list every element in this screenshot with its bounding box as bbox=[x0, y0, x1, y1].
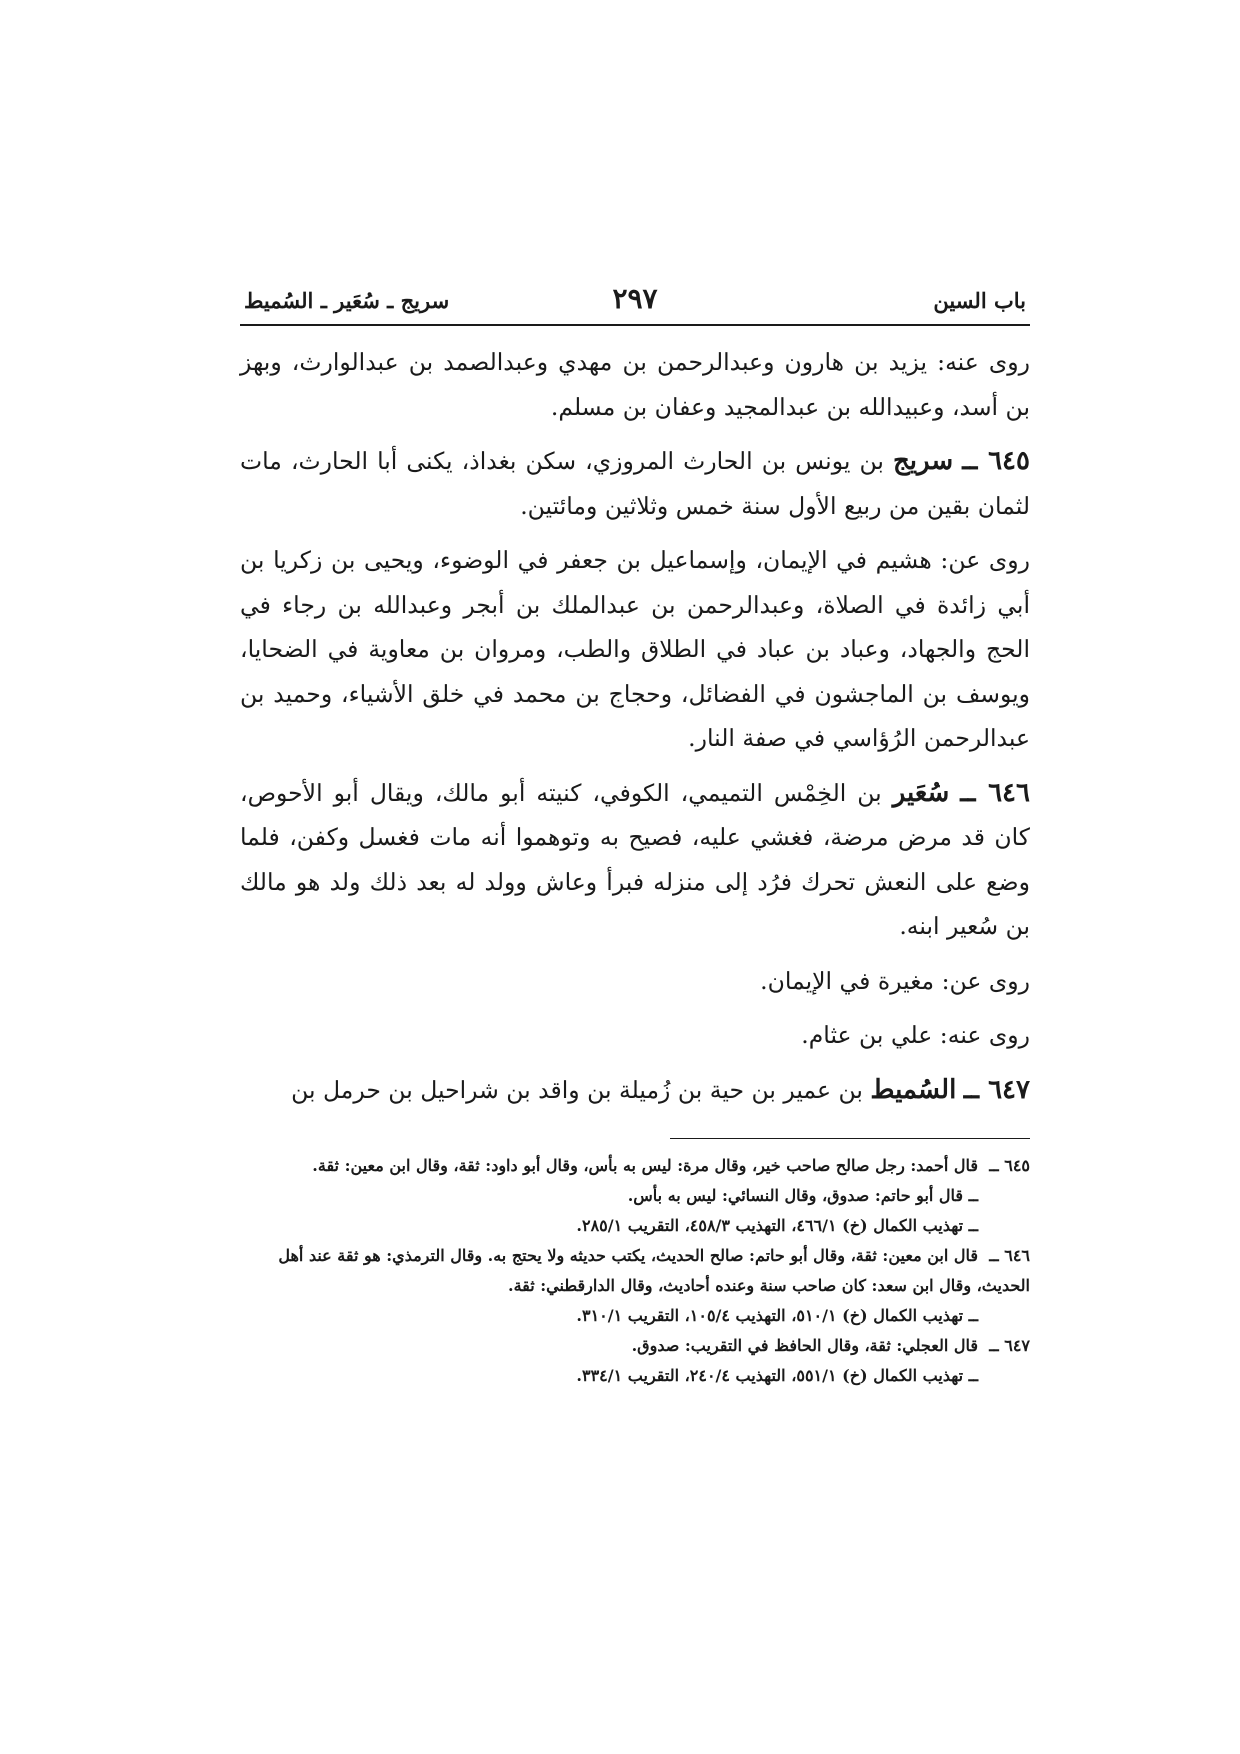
footnote-line: ــ تهذيب الكمال (خ) ٤٦٦/١، التهذيب ٤٥٨/٣، التقريب ٢٨٥/١. bbox=[576, 1216, 978, 1235]
header-rule bbox=[240, 324, 1030, 326]
footnote-line: ــ تهذيب الكمال (خ) ٥١٠/١، التهذيب ١٠٥/٤، التقريب ٣١٠/١. bbox=[576, 1306, 978, 1325]
main-text bbox=[240, 340, 1030, 1112]
running-header bbox=[240, 280, 1030, 324]
entry-647 bbox=[240, 1068, 1030, 1113]
footnote-line: ــ قال أبو حاتم: صدوق، وقال النسائي: ليس به بأس. bbox=[627, 1186, 978, 1205]
chapter-title: باب السين bbox=[933, 288, 1026, 313]
entry-text: بن عمير بن حية بن زُميلة بن واقد بن شراحيل بن حرمل بن bbox=[291, 1075, 871, 1104]
footnote-number: ٦٤٥ ــ bbox=[989, 1156, 1030, 1175]
book-page bbox=[240, 280, 1030, 1391]
entry-646 bbox=[240, 771, 1030, 949]
footnote-rule bbox=[670, 1138, 1030, 1139]
footnote-text: قال العجلي: ثقة، وقال الحافظ في التقريب: صدوق. bbox=[631, 1336, 978, 1355]
paragraph-narrated-from: روى عن: مغيرة في الإيمان. bbox=[760, 966, 1030, 995]
paragraph-narrators-from: روى عنه: يزيد بن هارون وعبدالرحمن بن مهدي وعبدالصمد بن عبدالوارث، وبهز بن أسد، وعبيدالله بن عبدالمجيد وعفان بن مسلم. bbox=[240, 348, 1030, 421]
footnote-number: ٦٤٧ ــ bbox=[989, 1336, 1030, 1355]
footnotes bbox=[240, 1151, 1030, 1391]
footnote-number: ٦٤٦ ــ bbox=[989, 1246, 1030, 1265]
entry-text: بن يونس بن الحارث المروزي، سكن بغداذ، يكنى أبا الحارث، مات لثمان بقين من ربيع الأول سنة خمس وثلاثين ومائتين. bbox=[240, 447, 1030, 520]
entry-name: سريج bbox=[892, 446, 954, 476]
footnote-647 bbox=[240, 1331, 1030, 1361]
entry-645 bbox=[240, 439, 1030, 528]
header-entries: سريج ـ سُعَير ـ السُميط bbox=[244, 288, 450, 313]
footnote-text: قال ابن معين: ثقة، وقال أبو حاتم: صالح الحديث، يكتب حديثه ولا يحتج به. وقال الترمذي: هو ثقة عند أهل الحديث، وقال ابن سعد: كان صاحب سنة وعنده أحاديث، وقال الدارقطني: ثقة. bbox=[278, 1246, 1030, 1295]
page-number: ٢٩٧ bbox=[612, 282, 658, 315]
entry-text: بن الخِمْس التميمي، الكوفي، كنيته أبو مالك، ويقال أبو الأحوص، كان قد مرض مرضة، فغشي عليه، فصيح به وتوهموا أنه مات فغسل وكفن، فلما وضع على النعش تحرك فرُد إلى منزله فبرأ وعاش وولد له بعد ذلك ولد هو مالك بن سُعير ابنه. bbox=[240, 778, 1030, 940]
footnote-text: قال أحمد: رجل صالح صاحب خير، وقال مرة: ليس به بأس، وقال أبو داود: ثقة، وقال ابن معين: ثقة. bbox=[312, 1156, 978, 1175]
entry-number: ٦٤٦ ــ bbox=[960, 777, 1030, 808]
entry-name: سُعَير bbox=[892, 777, 950, 808]
entry-number: ٦٤٧ ــ bbox=[963, 1074, 1030, 1105]
footnote-645 bbox=[240, 1151, 1030, 1181]
entry-number: ٦٤٥ ــ bbox=[962, 446, 1030, 476]
paragraph-narrators-from: روى عنه: علي بن عثام. bbox=[801, 1021, 1030, 1049]
entry-name: السُميط bbox=[870, 1074, 957, 1105]
paragraph-narrated-from: روى عن: هشيم في الإيمان، وإسماعيل بن جعفر في الوضوء، ويحيى بن زكريا بن أبي زائدة في الصلاة، وعبدالرحمن بن عبدالملك بن أبجر وعبدالله بن رجاء في الحج والجهاد، وعباد بن عباد في الطلاق والطب، ومروان بن معاوية في الضحايا، ويوسف بن الماجشون في الفضائل، وحجاج بن محمد في خلق الأشياء، وحميد بن عبدالرحمن الرُؤاسي في صفة النار. bbox=[240, 546, 1030, 752]
footnote-646 bbox=[240, 1241, 1030, 1301]
footnote-line: ــ تهذيب الكمال (خ) ٥٥١/١، التهذيب ٢٤٠/٤، التقريب ٣٣٤/١. bbox=[576, 1366, 978, 1385]
